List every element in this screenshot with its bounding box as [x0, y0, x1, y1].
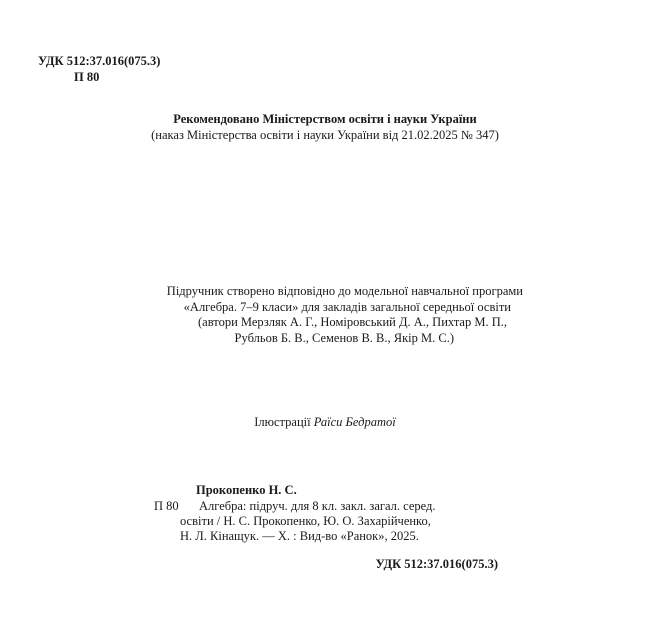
catalog-index: П 80: [154, 499, 179, 513]
catalog-line: Н. Л. Кінащук. — Х. : Вид-во «Ранок», 2025.: [180, 529, 419, 543]
catalog-author: Прокопенко Н. С.: [196, 483, 297, 497]
illustrations-credit: [0, 414, 650, 430]
recommendation-order: (наказ Міністерства освіти і науки України від 21.02.2025 № 347): [151, 128, 499, 142]
program-note-line: Підручник створено відповідно до модельної навчальної програми: [166, 284, 523, 298]
catalog-udk: УДК 512:37.016(075.3): [375, 557, 498, 571]
udk-code-top: УДК 512:37.016(075.3): [38, 54, 161, 68]
program-note-line: «Алгебра. 7–9 класи» для закладів загальної середньої освіти: [183, 300, 511, 314]
illustrations-prefix: Ілюстрації: [254, 415, 314, 429]
program-note-line: (автори Мерзляк А. Г., Номіровський Д. А., Пихтар М. П.,: [198, 315, 507, 329]
program-note-line: Рубльов Б. В., Семенов В. В., Якір М. С.): [234, 331, 454, 345]
illustrations-artist: Раїси Бедратої: [313, 415, 396, 429]
catalog-line: Алгебра: підруч. для 8 кл. закл. загал. серед.: [199, 499, 436, 513]
catalog-index-top: П 80: [74, 70, 100, 84]
recommendation-title: Рекомендовано Міністерством освіти і науки України: [173, 112, 477, 126]
catalog-line: освіти / Н. С. Прокопенко, Ю. О. Захарійченко,: [180, 514, 431, 528]
